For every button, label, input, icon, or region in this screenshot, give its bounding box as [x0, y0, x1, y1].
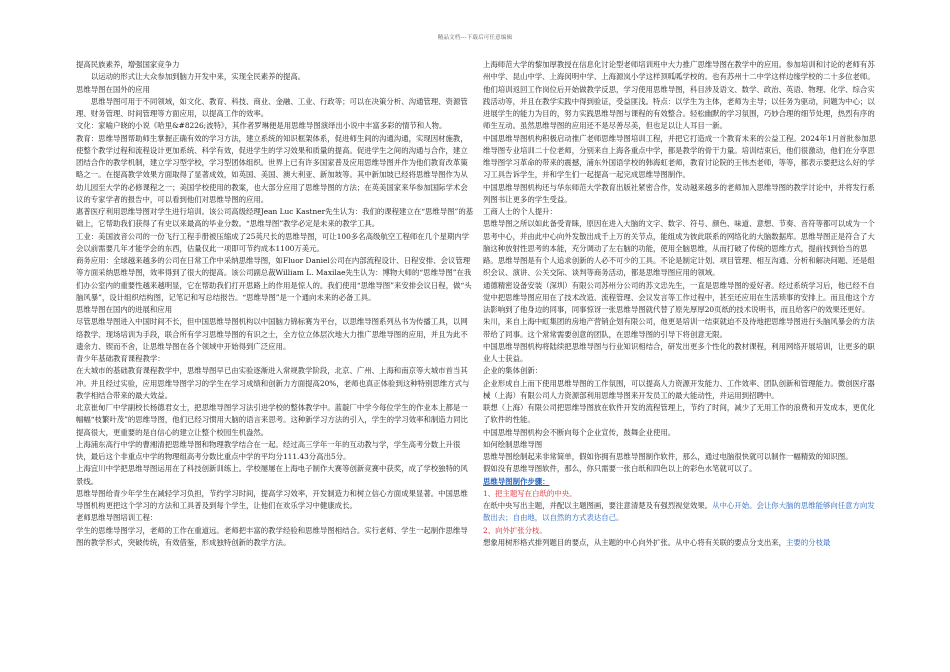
paragraph: 中国思维导图机构积极启动推广老师思维导图培训工程，并把它打造成一个教育未来的公益工程。2024年1月首批参加思维导图专业培训二十位老师，分别来自上海各重点中学，都是教学的骨干力量。培训结束后，他们很激动，他们在分享思维导图学习革命的带来的震撼，浦东外国语学校的韩海虹老师，教育讨论院的王伟杰老师，等等，都表示要把这么好的学习工具告诉学生，并和学生们一起提高一起完成思维导图制作。 [483, 133, 877, 180]
paragraph: 思维导图给青少年学生在减轻学习负担，节约学习时间，提高学习效率，开发制造力和树立信心方面成果显著。中国思维导图机构更把这个学习的方法和工具普及到每个学生，让他们在欢乐学习中健康成长。 [76, 488, 468, 510]
step-one-highlight: 从中心开始。会让你大脑的思维能够向任意方向发散出去；自由地，以自然的方式表达自己。 [483, 501, 875, 523]
paragraph: 北京崔甸厂中学副校长杨德君女士，把思维导图学习法引进学校的整体教学中。蓝靛厂中学今每位学生的作业本上都是一幅幅“枝繁叶茂”的思维导图，他们已经习惯用大脑的语言来思考。这种新学习方法的引入，学生的学习效率和制造力同比提高很大，更重要的是自信心的建立让整个校园生机盎然。 [76, 403, 468, 437]
paragraph: 朱川，来自上海中虹集团的房地产营销企划有限公司，他更是培训一结束就迫不及待地把思维导图进行头脑风暴会的方法带给了同事。这个常常需要创意的团队，在思维导图的引导下将创意无限。 [483, 317, 875, 339]
right-column [483, 59, 881, 549]
paragraph: 中国思维导图机构将陆续把思维导图与行业知识相结合，研发出更多个性化的教材课程，利用网络开展培训，让更多的职业人士获益。 [483, 341, 875, 363]
paragraph: 企业形成自上而下使用思维导图的工作氛围，可以提高人力资源开发能力、工作效率、团队创新和管理能力。微创医疗器械（上海）有限公司人力资源部利用思维导图来开发员工的最大能动性，并运用到招聘中。 [483, 378, 875, 400]
paragraph: 在大城市的基础教育课程教学中，思维导图早已由实验逐渐进入常规教学阶段，北京、广州、上海和南京等大城市首当其冲。并且经过实验，应用思维导图学习的学生在学习成绩和创新力方面提高20%，老师也真正体验到这种特别思维方式与教学相结合带来的最大效益。 [76, 366, 470, 400]
paragraph [483, 500, 881, 525]
subheading: 工商人士的个人提升： [483, 207, 557, 216]
paragraph: 提高民族素养，增强国家竞争力 [76, 60, 180, 69]
paragraph: 惠普医疗利用思维导图对学生进行培训。该公司高级经理Jean Luc Kastner先生认为：我们的课程建立在“思维导图”的基础上，它帮助我们获得了有史以来最高的毕业分数。“思维导图”教学必定是未来的教学工具。 [76, 207, 474, 229]
step-two: 2、向外扩张分枝。 [483, 525, 547, 535]
subheading: 老师思维导图培训工程： [76, 513, 158, 523]
paragraph: 商务应用：全球越来越多的公司在日常工作中采纳思维导图，如Fluor Daniel公司在内部流程设计、日程安排、会议管理等方面采纳思维导图，效率得到了很大的提高。该公司副总裁William L. Maxilae先生认为：博物大师的“思维导图”在我们办公室内的重要性越来越明显，它在帮助我们打开思路上的作用是惊人的。我们使用“思维导图”来安排会议日程，做“头脑风暴”，设计组织结构图，记笔记和写总结报告。“思维导图”是一个通向未来的必备工具。 [76, 256, 472, 302]
paragraph: 以运动的形式让大众参加到脑力开发中来，实现全民素养的提高。 [90, 72, 306, 82]
paragraph: 中国思维导图机构还与华东师范大学教育出版社紧密合作，发动越来越多的老师加入思维导图的教学讨论中，并将发行系列图书让更多的学生受益。 [483, 182, 875, 204]
step-one: 1、把主题写在白纸的中央。 [483, 488, 577, 498]
paragraph: 学生的思维导图学习，老师的工作在重道远。老师把丰富的教学经验和思维导图相结合。实行老师、学生一起制作思维导图的教学形式，突破传统，有效借鉴，形成独特创新的教学方法。 [76, 525, 468, 547]
paragraph: 上海宜川中学把思维导图运用在了科技创新训练上。学校屡屡在上海电子制作大赛等创新竞赛中获奖，成了学校独特的风景线。 [76, 464, 468, 486]
paragraph: 上海师范大学的黎加厚教授在信息化讨论型老师培训班中大力推广思维导图在教学中的应用。参加培训和讨论的老师有苏州中学、昆山中学、上海闵明中学、上海源岚小学这样顶呱呱学校的。也有苏州十二中学这样边缘学校的二十多位老师。他们培训返回工作岗位后开始做教学反思，学习使用思维导图，科目涉及语文、数学、政治、英语、物理、化学、综合实践活动等，并且在教学实践中得到验证，受益匪浅。特点：以学生为主体，老师为主导；以任务为驱动，问题为中心；以进展学生的能力为目的，努力实践思维导图与课程的有效整合。轻松幽默的学习氛围，巧妙合理的细节处理，热烈有序的师生互动。虽然思维导图的应用还不是尽善尽美，但也足以让人耳目一新。 [483, 60, 875, 131]
section-heading: 思维导图在国内的进展和应用 [76, 305, 173, 314]
paragraph: 假如没有思维导图软件，那么，你只需要一张白纸和四色以上的彩色水笔就可以了。 [483, 464, 757, 474]
subheading: 青少年基础教育课程教学： [76, 354, 165, 363]
paragraph: 上海浦东高行中学的曹湘清把思维导图和物理教学结合在一起。经过高三学年一年的互动教与学，学生高考分数上升很快，最后这个非重点中学的物理组高考分数比重点中学的平均分111.43分高出5分。 [76, 439, 461, 461]
paragraph: 通德精密设备安装（深圳）有限公司苏州分公司的苏文忠先生，一直是思维导图的爱好者。经过系统学习后，他已经不自觉中把思维导图应用在了技术改造、流程管理、会议发言等工作过程中，甚至还应用在生活琐事的安排上。而且他这个方法影响到了他身边的同事，同事惊讶一张思维导图就代替了原先厚厚20页纸的技术说明书，而且给客户的效果还更好。 [483, 280, 875, 314]
subheading: 企业的集体创新： [483, 366, 543, 376]
paragraph: 思维导图绘制起来非常简单，假如你拥有思维导图制作软件，那么，通过电脑很快就可以制作一幅精致的知识图。 [483, 452, 853, 461]
section-heading: 如何绘制思维导图 [483, 439, 543, 449]
steps-heading: 思维导图制作步骤： [483, 476, 550, 486]
step-two-highlight: 主要的分枝最 [786, 537, 831, 547]
paragraph [483, 537, 881, 549]
paragraph: 联想（上海）有限公司把思维导图放在软件开发的流程管理上，节约了时间，减少了无用工作的浪费和开发成本，更优化了软件的性能。 [483, 403, 875, 425]
paragraph: 工业：美国波音公司的一份飞行工程手册被压缩成了25英尺长的思维导图，可让100多名高级航空工程师在几个星期内学会以前需要几年才能学会的东西，估量仅此一项即可节约成本1100万美元。 [76, 231, 470, 253]
step-two-text: 想象用树形格式排列题目的要点，从主题的中心向外扩张。从中心将有关联的要点分支出来， [483, 537, 787, 547]
paragraph: 文化：家喻户晓的小说《哈里&#8226;波特》，其作者罗琳便是用思维导图演绎出小说中丰富多彩的情节和人物。 [76, 121, 447, 131]
section-heading: 思维导图在国外的应用 [76, 84, 150, 94]
paragraph: 中国思维导图机构会不断向每个企业宣传，鼓舞企业使用。 [483, 427, 676, 437]
left-column [76, 59, 474, 549]
paragraph: 思维导图可用于不同领域，如文化、教育、科技、商业、金融、工业、行政等；可以在决策分析、沟通管理、资源管理、财务管理、时间管理等方面应用，以提高工作的效率。 [76, 96, 468, 118]
step-one-text: 在纸中央写出主题，并配以主题图画，要注意清楚及有强烈视觉效果。 [483, 501, 713, 510]
page-header: 精品文档---下载后可任意编辑 [437, 35, 513, 41]
paragraph: 尽管思维导图进入中国时间不长，但中国思维导图机构以中国脑力锦标赛为平台，以思维导图系列丛书为传播工具，以网络教学、现场培训为手段，联合所有学习思维导图的有识之士，全方位立体层次地大力推广思维导图的应用，并且为此不遗余力、锲而不舍，让思维导图在各个领域中开始得到广泛应用。 [76, 317, 468, 351]
paragraph: 教育：思维导图帮助师生掌握正确有效的学习方法，建立系统的知识框架体系，促进师生间的沟通沟通，实现因材施教，使整个教学过程和流程设计更加系统、科学有效，促进学生的学习效果和质量的提高。促进学生之间的沟通与合作，建立团结合作的教学机制，建立学习型学校，学习型团体组织。世界上已有许多国家普及应用思维导图并作为他们教育改革策略之一。在提高教学效果方面取得了显著成效，如英国、美国、澳大利亚、新加坡等。其中新加坡已经将思维导图作为从幼儿园至大学的必修课程之一；美国学校使用的教案，也大部分应用了思维导图的方法；在英美国家来华参加国际学术会议的专家学者的报告中，可以看到他们对思维导图的应用。 [76, 133, 468, 204]
paragraph: 思维导图之所以如此备受青睐，原因在进入大脑的文字、数字、符号、颜色、味道、意想、节奏、音符等都可以成为一个思考中心，并由此中心向外发散出成千上万的关节点，能组成为彼此联系的网络化的大脑数据库。思维导图正是符合了大脑这种放射性思考的本能，充分调动了左右脑的功能，使用全脑思维，从而打破了传统的思维方式，提前找到恰当的思路。思维导图是有个人追求创新的人必不可少的工具。不论是制定计划、项目管理、相互沟通、分析和解决问题、还是组织会议、演讲、公关交际、谈判等商务活动，都是思维导图应用的领域。 [483, 219, 875, 278]
